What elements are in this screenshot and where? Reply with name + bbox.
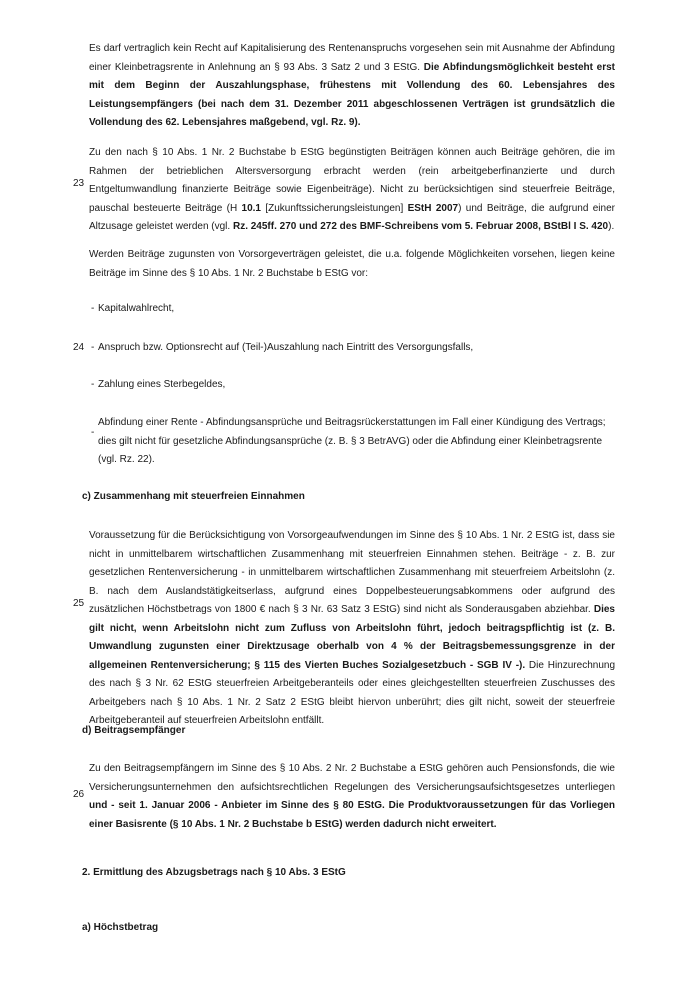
paragraph-kapitalisierung xyxy=(89,40,615,133)
paragraph-rz-23 xyxy=(89,144,615,237)
paragraph-text xyxy=(89,40,615,133)
text-run: Es darf vertraglich kein Recht auf Kapitalisierung des Rentenanspruchs vorgesehen sein mit Ausnahme der Abfindung einer Kleinbetragsrente in Anlehnung an § 93 Abs. 3 Satz 2 und 3 EStG. xyxy=(89,43,615,73)
bold-text: Dies gilt nicht, wenn Arbeitslohn nicht zum Zufluss von Arbeitslohn führt, jedoch beitragspflichtig ist (z. B. Umwandlung zugunsten einer Direktzusage oberhalb von 4 % der Beitragsbemessungsgrenze in der allgemeinen Rentenversicherung; § 115 des Vierten Buches Sozialgesetzbuch - SGB IV -). xyxy=(89,604,615,671)
list-dash: - xyxy=(91,427,95,438)
bold-text: 10.1 xyxy=(241,202,261,214)
list-dash: - xyxy=(91,379,95,390)
margin-number-24: 24 xyxy=(73,342,85,353)
bold-text: Die Abfindungsmöglichkeit besteht erst mit dem Beginn der Auszahlungsphase, frühestens mit Vollendung des 60. Lebensjahres des Leistungsempfängers (bei nach dem 31. Dezember 2011 abgeschlossenen Verträgen ist grundsätzlich die Vollendung des 62. Lebensjahres maßgebend, vgl. Rz. 9). xyxy=(89,61,616,128)
list-dash: - xyxy=(91,342,95,353)
section-heading-a: a) Höchstbetrag xyxy=(82,922,159,933)
list-item: Abfindung einer Rente - Abfindungsansprüche und Beitragsrückerstattungen im Fall einer Kündigung des Vertrags; dies gilt nicht für gesetzliche Abfindungsansprüche (z. B. § 3 BetrAVG) oder die Abfindung einer Kleinbetragsrente (vgl. Rz. 22). xyxy=(98,417,606,465)
text-run: Voraussetzung für die Berücksichtigung von Vorsorgeaufwendungen im Sinne des § 10 Abs. 1 Nr. 2 EStG ist, dass sie nicht in unmittelbarem wirtschaftlichen Zusammenhang mit steuerfreien Einnahmen stehen. Beiträge - z. B. zur gesetzlichen Rentenversicherung - in unmittelbarem wirtschaftlichen Zusammenhang mit steuerfreiem Arbeitslohn (z. B. nach dem Auslandstätigkeitserlass, aufgrund eines Doppelbesteuerungsabkommens oder aufgrund des zusätzlichen Höchstbetrags von 1800 € nach § 3 Nr. 63 Satz 3 EStG) sind nicht als Sonderausgaben abziehbar. xyxy=(89,530,615,615)
text-run: [Zukunftssicherungsleistungen] xyxy=(261,202,408,214)
section-heading-c: c) Zusammenhang mit steuerfreien Einnahmen xyxy=(82,491,305,502)
text-run: ). xyxy=(608,221,615,232)
margin-number-23: 23 xyxy=(73,178,85,189)
paragraph-text xyxy=(89,144,615,237)
paragraph-rz-25 xyxy=(89,527,615,731)
text-run: Zu den Beitragsempfängern im Sinne des § 10 Abs. 2 Nr. 2 Buchstabe a EStG gehören auch Pensionsfonds, die wie Versicherungsunternehmen den aufsichtsrechtlichen Regelungen des Versicherungsaufsichtsgesetzes unterliegen xyxy=(89,763,615,793)
paragraph-rz-24-intro xyxy=(89,246,615,283)
bold-text: EStH 2007 xyxy=(407,202,459,214)
paragraph-text xyxy=(89,527,615,731)
bold-text: und - seit 1. Januar 2006 - Anbieter im Sinne des § 80 EStG. Die Produktvoraussetzungen für das Vorliegen einer Basisrente (§ 10 Abs. 1 Nr. 2 Buchstabe b EStG) werden dadurch nicht erweitert. xyxy=(89,800,615,830)
text-run: ) und Beiträge, die aufgrund einer Altzusage geleistet werden (vgl. xyxy=(89,202,615,232)
margin-number-25: 25 xyxy=(73,598,85,609)
paragraph-text xyxy=(89,246,615,283)
list-dash: - xyxy=(91,303,95,314)
text-run: Die Hinzurechnung des nach § 3 Nr. 62 EStG steuerfreien Arbeitgeberanteils oder eines gleichgestellten steuerfreien Zuschusses des Arbeitgebers nach § 10 Abs. 1 Nr. 2 Satz 2 EStG bleibt hiervon unberührt; dies gilt nicht, soweit der steuerfreie Arbeitgeberanteil auf steuerfreien Arbeitslohn entfällt. xyxy=(89,659,616,726)
list-item: Anspruch bzw. Optionsrecht auf (Teil-)Auszahlung nach Eintritt des Versorgungsfalls, xyxy=(98,342,474,353)
paragraph-text xyxy=(89,760,615,834)
list-item: Zahlung eines Sterbegeldes, xyxy=(98,379,226,390)
paragraph-rz-26 xyxy=(89,760,615,834)
list-item: Kapitalwahlrecht, xyxy=(98,303,175,314)
section-heading-2: 2. Ermittlung des Abzugsbetrags nach § 10 Abs. 3 EStG xyxy=(82,867,346,878)
text-run: Werden Beiträge zugunsten von Vorsorgeverträgen geleistet, die u.a. folgende Möglichkeiten vorsehen, liegen keine Beiträge im Sinne des § 10 Abs. 1 Nr. 2 Buchstabe b EStG vor: xyxy=(89,249,615,279)
margin-number-26: 26 xyxy=(73,789,85,800)
bold-text: Rz. 245ff. 270 und 272 des BMF-Schreibens vom 5. Februar 2008, BStBl I S. 420 xyxy=(232,221,609,232)
text-run: Zu den nach § 10 Abs. 1 Nr. 2 Buchstabe b EStG begünstigten Beiträgen können auch Beiträge gehören, die im Rahmen der betrieblichen Altersversorgung erbracht werden (rein arbeitgeberfinanzierte und durch Entgeltumwandlung finanzierte Beiträge sowie Eigenbeiträge). Nicht zu berücksichtigen sind steuerfreie Beiträge, pauschal besteuerte Beiträge (H xyxy=(89,147,615,214)
section-heading-d: d) Beitragsempfänger xyxy=(82,725,186,736)
